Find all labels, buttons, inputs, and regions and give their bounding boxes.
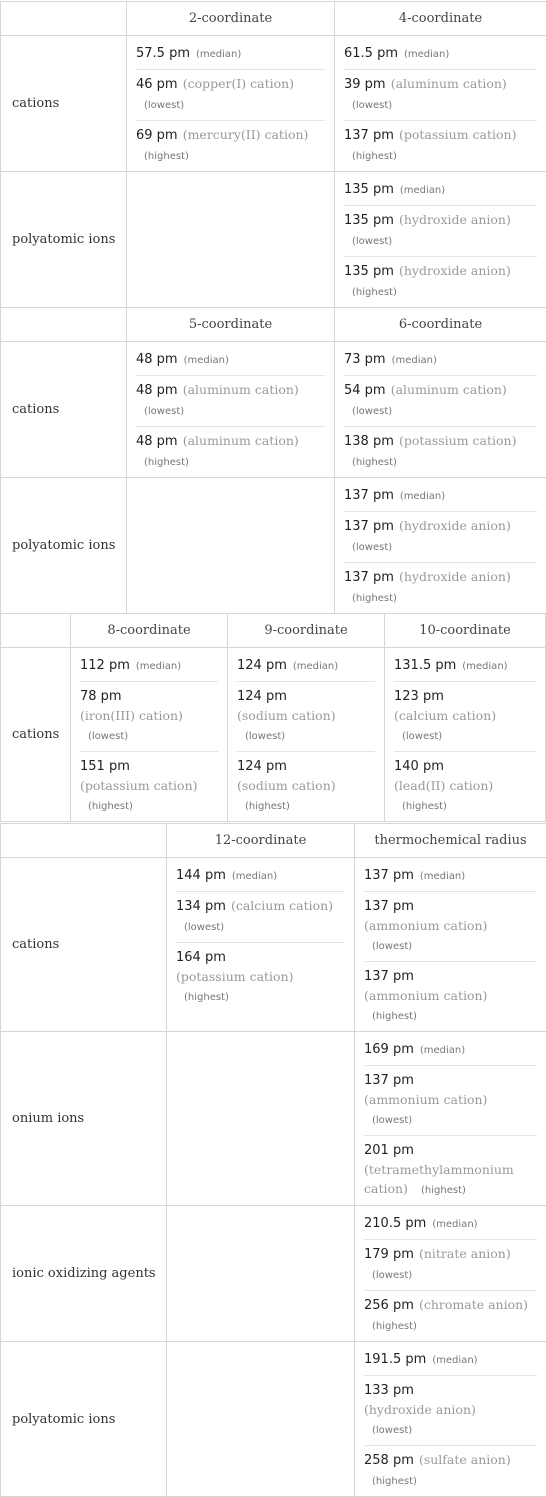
entry-name: (calcium cation) — [231, 898, 333, 913]
column-header: 6-coordinate — [335, 308, 546, 342]
entry-highest — [394, 751, 536, 821]
entry-value: 151 pm — [80, 759, 130, 774]
entry-highest — [237, 751, 375, 821]
entry-tag: (lowest) — [344, 542, 392, 553]
entry-median — [344, 172, 537, 205]
table-8-9-10-coordinate — [0, 613, 546, 822]
entry-name: (aluminum cation) — [391, 76, 507, 91]
entry-tag: (median) — [426, 1355, 477, 1366]
column-header: 10-coordinate — [385, 614, 546, 648]
entry-highest — [364, 1135, 537, 1205]
entry-tag: (lowest) — [364, 1425, 412, 1436]
entry-tag: (highest) — [413, 1185, 466, 1196]
entry-value: 133 pm — [364, 1383, 414, 1398]
entry-tag: (lowest) — [136, 406, 184, 417]
entry-tag: (lowest) — [364, 1115, 412, 1126]
data-cell — [335, 342, 546, 478]
entry-name: (hydroxide anion) — [399, 569, 511, 584]
entry-median — [344, 36, 537, 69]
entry-tag: (highest) — [394, 801, 447, 812]
entry-tag: (highest) — [237, 801, 290, 812]
entry-value: 123 pm — [394, 689, 444, 704]
entry-highest — [364, 1445, 537, 1496]
entry-name: (sulfate anion) — [419, 1452, 511, 1467]
entry-median — [176, 858, 345, 891]
entry-tag: (median) — [178, 355, 229, 366]
entry-tag: (highest) — [344, 151, 397, 162]
data-cell — [355, 858, 546, 1032]
corner-cell — [1, 308, 127, 342]
entry-name: (tetramethylammonium cation) — [364, 1162, 514, 1196]
empty-cell — [167, 1206, 355, 1342]
entry-name: (potassium cation) — [176, 969, 294, 984]
table-2-4-coordinate — [0, 1, 546, 308]
data-cell — [355, 1206, 546, 1342]
entry-median — [80, 648, 218, 681]
entry-tag: (median) — [426, 1219, 477, 1230]
entry-tag: (median) — [394, 491, 445, 502]
empty-cell — [167, 1032, 355, 1206]
entry-value: 61.5 pm — [344, 46, 398, 61]
entry-name: (ammonium cation) — [364, 918, 487, 933]
entry-tag: (median) — [456, 661, 507, 672]
entry-tag: (median) — [398, 49, 449, 60]
entry-value: 39 pm — [344, 77, 386, 92]
entry-median — [364, 1342, 537, 1375]
entry-value: 46 pm — [136, 77, 178, 92]
entry-tag: (lowest) — [364, 1270, 412, 1281]
data-cell — [228, 648, 385, 822]
entry-name: (hydroxide anion) — [399, 263, 511, 278]
entry-value: 164 pm — [176, 950, 226, 965]
column-header: 2-coordinate — [127, 2, 335, 36]
table-5-6-coordinate — [0, 307, 546, 614]
entry-lowest — [394, 681, 536, 751]
row-header: polyatomic ions — [1, 478, 127, 614]
entry-lowest — [176, 891, 345, 942]
entry-value: 169 pm — [364, 1042, 414, 1057]
entry-value: 137 pm — [344, 570, 394, 585]
header-row — [1, 2, 546, 36]
entry-median — [344, 342, 537, 375]
data-cell — [167, 858, 355, 1032]
entry-value: 201 pm — [364, 1143, 414, 1158]
entry-tag: (median) — [394, 185, 445, 196]
entry-value: 73 pm — [344, 352, 386, 367]
entry-name: (hydroxide anion) — [399, 212, 511, 227]
data-cell — [335, 478, 546, 614]
entry-value: 210.5 pm — [364, 1216, 426, 1231]
empty-cell — [127, 172, 335, 308]
entry-value: 69 pm — [136, 128, 178, 143]
entry-tag: (lowest) — [176, 922, 224, 933]
entry-value: 137 pm — [364, 1073, 414, 1088]
entry-value: 258 pm — [364, 1453, 414, 1468]
column-header: 8-coordinate — [71, 614, 228, 648]
entry-median — [344, 478, 537, 511]
table-row — [1, 1342, 546, 1497]
header-row — [1, 614, 546, 648]
entry-lowest — [344, 69, 537, 120]
entry-value: 137 pm — [344, 128, 394, 143]
entry-name: (potassium cation) — [80, 778, 198, 793]
entry-lowest — [80, 681, 218, 751]
row-header: cations — [1, 342, 127, 478]
entry-name: (calcium cation) — [394, 708, 496, 723]
column-header: 9-coordinate — [228, 614, 385, 648]
data-cell — [71, 648, 228, 822]
entry-tag: (highest) — [364, 1011, 417, 1022]
entry-tag: (highest) — [344, 457, 397, 468]
entry-value: 131.5 pm — [394, 658, 456, 673]
entry-lowest — [237, 681, 375, 751]
entry-name: (potassium cation) — [399, 433, 517, 448]
entry-value: 137 pm — [344, 519, 394, 534]
entry-median — [136, 342, 325, 375]
entry-value: 48 pm — [136, 383, 178, 398]
table-row — [1, 478, 546, 614]
entry-median — [136, 36, 325, 69]
entry-tag: (highest) — [344, 287, 397, 298]
entry-highest — [176, 942, 345, 1012]
entry-tag: (highest) — [136, 457, 189, 468]
entry-tag: (median) — [130, 661, 181, 672]
row-header: cations — [1, 36, 127, 172]
entry-tag: (median) — [386, 355, 437, 366]
column-header: 5-coordinate — [127, 308, 335, 342]
entry-name: (sodium cation) — [237, 708, 336, 723]
entry-value: 124 pm — [237, 689, 287, 704]
entry-value: 137 pm — [364, 969, 414, 984]
entry-value: 179 pm — [364, 1247, 414, 1262]
entry-name: (sodium cation) — [237, 778, 336, 793]
entry-name: (ammonium cation) — [364, 988, 487, 1003]
header-row — [1, 824, 546, 858]
table-row — [1, 1206, 546, 1342]
table-row — [1, 172, 546, 308]
entry-highest — [344, 120, 537, 171]
entry-tag: (highest) — [364, 1476, 417, 1487]
entry-value: 140 pm — [394, 759, 444, 774]
entry-tag: (highest) — [136, 151, 189, 162]
entry-tag: (highest) — [176, 992, 229, 1003]
entry-tag: (lowest) — [344, 406, 392, 417]
data-cell — [127, 342, 335, 478]
entry-highest — [344, 426, 537, 477]
entry-median — [364, 1206, 537, 1239]
table-12-coordinate-thermochemical — [0, 823, 546, 1497]
table-row — [1, 342, 546, 478]
entry-tag: (lowest) — [344, 236, 392, 247]
table-row — [1, 858, 546, 1032]
table-row — [1, 1032, 546, 1206]
entry-name: (chromate anion) — [419, 1297, 528, 1312]
entry-highest — [136, 120, 325, 171]
entry-value: 137 pm — [364, 868, 414, 883]
entry-name: (ammonium cation) — [364, 1092, 487, 1107]
entry-lowest — [364, 1239, 537, 1290]
row-header: cations — [1, 858, 167, 1032]
data-cell — [355, 1032, 546, 1206]
corner-cell — [1, 2, 127, 36]
row-header: cations — [1, 648, 71, 822]
entry-name: (lead(II) cation) — [394, 778, 493, 793]
corner-cell — [1, 824, 167, 858]
table-row — [1, 36, 546, 172]
entry-name: (hydroxide anion) — [399, 518, 511, 533]
row-header: onium ions — [1, 1032, 167, 1206]
entry-value: 134 pm — [176, 899, 226, 914]
entry-value: 112 pm — [80, 658, 130, 673]
entry-median — [237, 648, 375, 681]
row-header: polyatomic ions — [1, 1342, 167, 1497]
entry-value: 256 pm — [364, 1298, 414, 1313]
column-header: thermochemical radius — [355, 824, 546, 858]
empty-cell — [127, 478, 335, 614]
data-cell — [335, 36, 546, 172]
entry-value: 137 pm — [364, 899, 414, 914]
entry-value: 135 pm — [344, 213, 394, 228]
entry-value: 54 pm — [344, 383, 386, 398]
entry-tag: (lowest) — [237, 731, 285, 742]
entry-highest — [364, 1290, 537, 1341]
entry-tag: (lowest) — [394, 731, 442, 742]
entry-name: (iron(III) cation) — [80, 708, 183, 723]
entry-lowest — [364, 1375, 537, 1445]
entry-median — [364, 858, 537, 891]
data-cell — [355, 1342, 546, 1497]
entry-median — [364, 1032, 537, 1065]
entry-lowest — [136, 69, 325, 120]
row-header: polyatomic ions — [1, 172, 127, 308]
empty-cell — [167, 1342, 355, 1497]
entry-tag: (median) — [287, 661, 338, 672]
entry-tag: (lowest) — [136, 100, 184, 111]
corner-cell — [1, 614, 71, 648]
entry-tag: (median) — [414, 1045, 465, 1056]
row-header: ionic oxidizing agents — [1, 1206, 167, 1342]
entry-lowest — [344, 511, 537, 562]
entry-highest — [344, 256, 537, 307]
entry-name: (mercury(II) cation) — [183, 127, 309, 142]
entry-name: (hydroxide anion) — [364, 1402, 476, 1417]
entry-tag: (lowest) — [80, 731, 128, 742]
entry-name: (potassium cation) — [399, 127, 517, 142]
entry-value: 137 pm — [344, 488, 394, 503]
header-row — [1, 308, 546, 342]
entry-highest — [364, 961, 537, 1031]
entry-value: 48 pm — [136, 434, 178, 449]
entry-name: (aluminum cation) — [183, 433, 299, 448]
column-header: 4-coordinate — [335, 2, 546, 36]
entry-highest — [80, 751, 218, 821]
entry-name: (aluminum cation) — [391, 382, 507, 397]
entry-value: 124 pm — [237, 658, 287, 673]
entry-tag: (lowest) — [364, 941, 412, 952]
entry-highest — [136, 426, 325, 477]
column-header: 12-coordinate — [167, 824, 355, 858]
entry-lowest — [364, 891, 537, 961]
entry-value: 138 pm — [344, 434, 394, 449]
entry-lowest — [364, 1065, 537, 1135]
entry-tag: (median) — [226, 871, 277, 882]
entry-tag: (lowest) — [344, 100, 392, 111]
entry-lowest — [344, 375, 537, 426]
entry-value: 78 pm — [80, 689, 122, 704]
data-cell — [385, 648, 546, 822]
entry-value: 144 pm — [176, 868, 226, 883]
entry-name: (copper(I) cation) — [183, 76, 294, 91]
data-cell — [127, 36, 335, 172]
entry-tag: (highest) — [364, 1321, 417, 1332]
entry-value: 191.5 pm — [364, 1352, 426, 1367]
entry-lowest — [136, 375, 325, 426]
entry-value: 135 pm — [344, 182, 394, 197]
entry-tag: (median) — [190, 49, 241, 60]
entry-highest — [344, 562, 537, 613]
entry-name: (aluminum cation) — [183, 382, 299, 397]
entry-tag: (highest) — [80, 801, 133, 812]
entry-value: 48 pm — [136, 352, 178, 367]
entry-value: 135 pm — [344, 264, 394, 279]
entry-value: 57.5 pm — [136, 46, 190, 61]
data-cell — [335, 172, 546, 308]
entry-name: (nitrate anion) — [419, 1246, 511, 1261]
entry-tag: (median) — [414, 871, 465, 882]
entry-lowest — [344, 205, 537, 256]
entry-tag: (highest) — [344, 593, 397, 604]
entry-value: 124 pm — [237, 759, 287, 774]
entry-median — [394, 648, 536, 681]
table-row — [1, 648, 546, 822]
